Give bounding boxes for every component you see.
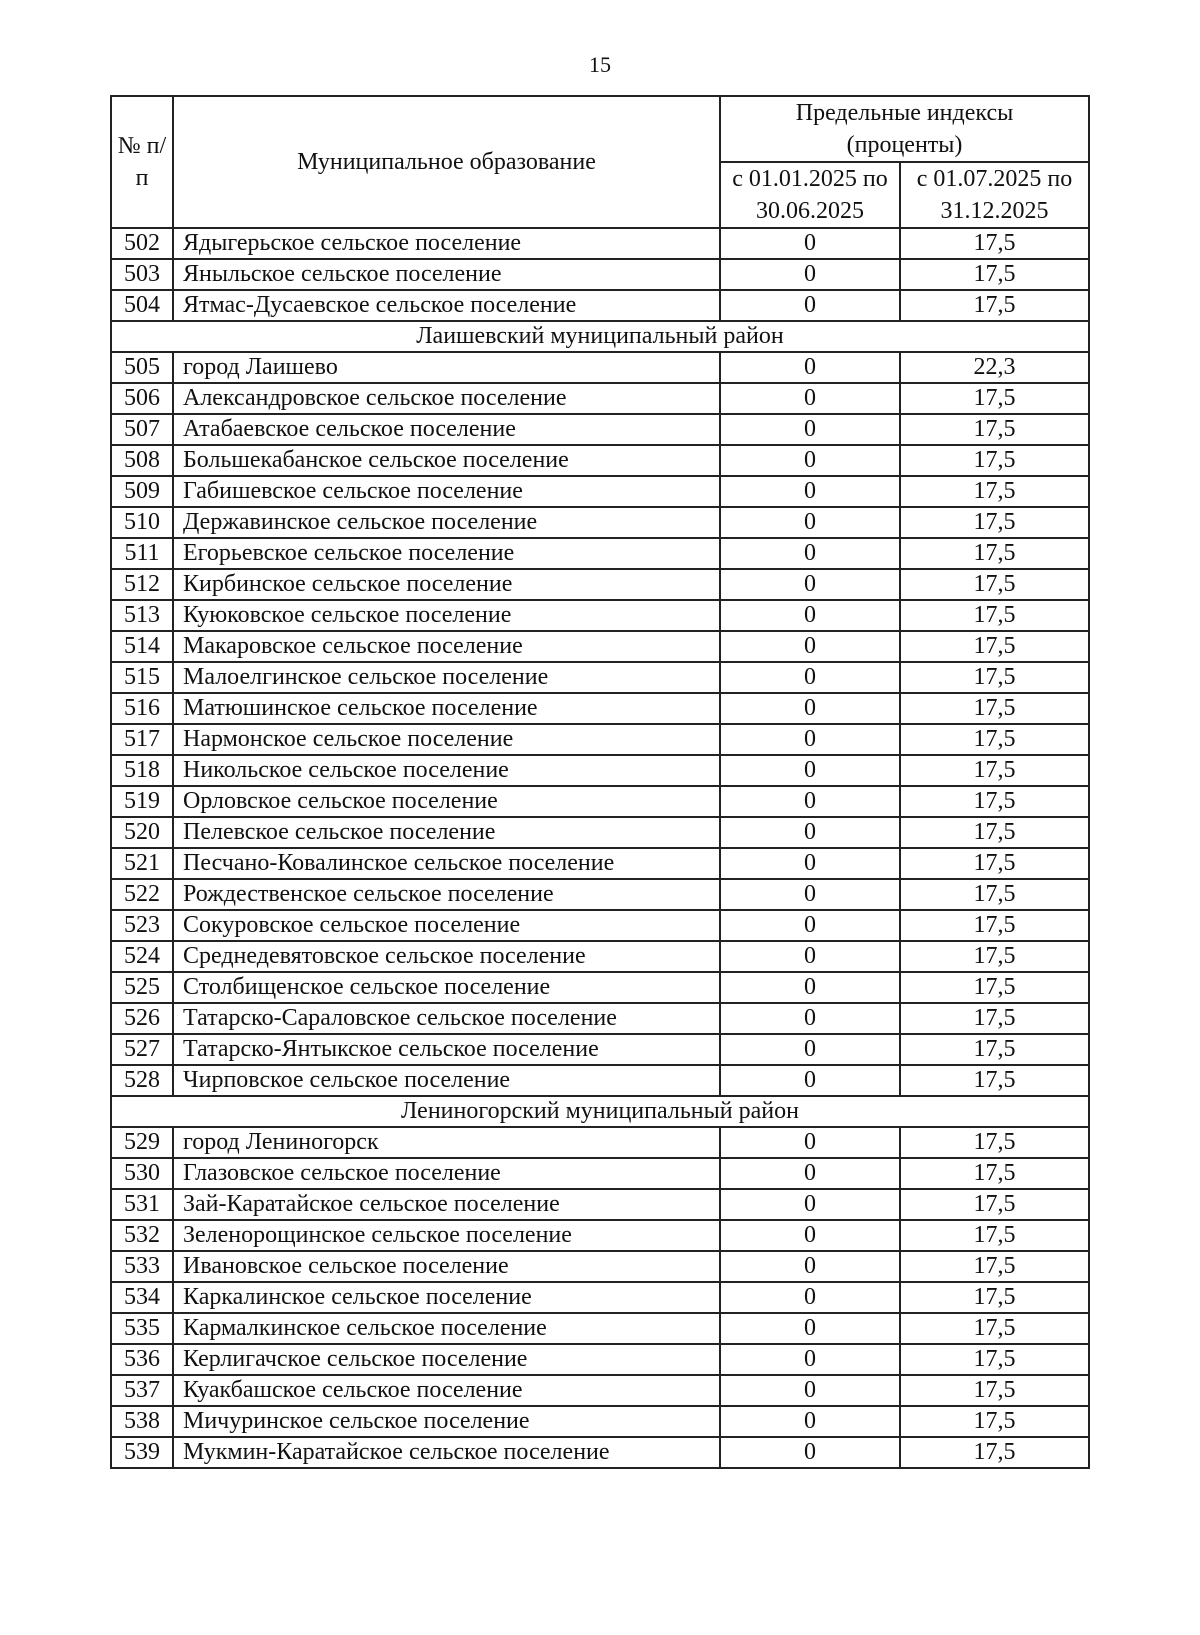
table-row — [111, 600, 1089, 631]
row-number: 526 — [111, 1003, 173, 1034]
row-name: Державинское сельское поселение — [173, 507, 720, 538]
header-group: Предельные индексы (проценты) — [720, 96, 1089, 162]
row-index-period-1: 0 — [720, 1313, 900, 1344]
table-row — [111, 848, 1089, 879]
row-number: 525 — [111, 972, 173, 1003]
table-row — [111, 228, 1089, 259]
district-row — [111, 1096, 1089, 1127]
row-index-period-2: 17,5 — [900, 1251, 1089, 1282]
row-index-period-2: 17,5 — [900, 1406, 1089, 1437]
row-name: Столбищенское сельское поселение — [173, 972, 720, 1003]
row-number: 520 — [111, 817, 173, 848]
table-row — [111, 1003, 1089, 1034]
row-index-period-2: 17,5 — [900, 445, 1089, 476]
table-row — [111, 1251, 1089, 1282]
table-row — [111, 1065, 1089, 1096]
table-row — [111, 259, 1089, 290]
row-index-period-1: 0 — [720, 1220, 900, 1251]
row-index-period-2: 17,5 — [900, 817, 1089, 848]
row-name: Нармонское сельское поселение — [173, 724, 720, 755]
row-name: Макаровское сельское поселение — [173, 631, 720, 662]
row-name: Егорьевское сельское поселение — [173, 538, 720, 569]
row-name: Мичуринское сельское поселение — [173, 1406, 720, 1437]
row-index-period-1: 0 — [720, 910, 900, 941]
row-name: город Лениногорск — [173, 1127, 720, 1158]
row-index-period-2: 17,5 — [900, 631, 1089, 662]
row-index-period-1: 0 — [720, 879, 900, 910]
row-name: Глазовское сельское поселение — [173, 1158, 720, 1189]
row-index-period-2: 17,5 — [900, 1127, 1089, 1158]
table-row — [111, 1034, 1089, 1065]
row-index-period-1: 0 — [720, 1406, 900, 1437]
table-row — [111, 693, 1089, 724]
table-row — [111, 786, 1089, 817]
table-row — [111, 910, 1089, 941]
row-index-period-1: 0 — [720, 1437, 900, 1468]
row-index-period-1: 0 — [720, 259, 900, 290]
table-row — [111, 507, 1089, 538]
table-row — [111, 352, 1089, 383]
row-index-period-2: 17,5 — [900, 1065, 1089, 1096]
row-name: Каркалинское сельское поселение — [173, 1282, 720, 1313]
table-row — [111, 631, 1089, 662]
row-number: 533 — [111, 1251, 173, 1282]
row-number: 535 — [111, 1313, 173, 1344]
row-name: Кирбинское сельское поселение — [173, 569, 720, 600]
row-index-period-1: 0 — [720, 1282, 900, 1313]
table-row — [111, 1127, 1089, 1158]
table-row — [111, 1282, 1089, 1313]
row-number: 502 — [111, 228, 173, 259]
row-index-period-2: 17,5 — [900, 724, 1089, 755]
table-row — [111, 1313, 1089, 1344]
row-name: Атабаевское сельское поселение — [173, 414, 720, 445]
row-index-period-1: 0 — [720, 1003, 900, 1034]
page-number: 15 — [589, 52, 611, 77]
row-number: 529 — [111, 1127, 173, 1158]
row-name: Зай-Каратайское сельское поселение — [173, 1189, 720, 1220]
table-row — [111, 383, 1089, 414]
row-index-period-2: 17,5 — [900, 879, 1089, 910]
row-name: Сокуровское сельское поселение — [173, 910, 720, 941]
row-name: Ядыгерьское сельское поселение — [173, 228, 720, 259]
row-index-period-1: 0 — [720, 848, 900, 879]
row-name: Куакбашское сельское поселение — [173, 1375, 720, 1406]
row-index-period-2: 17,5 — [900, 538, 1089, 569]
row-index-period-1: 0 — [720, 1034, 900, 1065]
row-number: 506 — [111, 383, 173, 414]
table-row — [111, 569, 1089, 600]
row-number: 524 — [111, 941, 173, 972]
row-name: Малоелгинское сельское поселение — [173, 662, 720, 693]
row-index-period-1: 0 — [720, 290, 900, 321]
row-index-period-2: 17,5 — [900, 259, 1089, 290]
table-row — [111, 1158, 1089, 1189]
row-number: 504 — [111, 290, 173, 321]
row-number: 527 — [111, 1034, 173, 1065]
district-row — [111, 321, 1089, 352]
row-index-period-2: 17,5 — [900, 290, 1089, 321]
row-number: 523 — [111, 910, 173, 941]
table-row — [111, 879, 1089, 910]
row-index-period-1: 0 — [720, 569, 900, 600]
table-row — [111, 1344, 1089, 1375]
row-index-period-2: 17,5 — [900, 972, 1089, 1003]
table-row — [111, 724, 1089, 755]
row-index-period-2: 17,5 — [900, 1003, 1089, 1034]
row-index-period-1: 0 — [720, 1344, 900, 1375]
table-header — [111, 96, 1089, 228]
row-name: Кармалкинское сельское поселение — [173, 1313, 720, 1344]
row-index-period-2: 17,5 — [900, 1189, 1089, 1220]
row-number: 503 — [111, 259, 173, 290]
row-name: город Лаишево — [173, 352, 720, 383]
row-number: 537 — [111, 1375, 173, 1406]
row-number: 513 — [111, 600, 173, 631]
row-number: 517 — [111, 724, 173, 755]
row-index-period-2: 17,5 — [900, 1375, 1089, 1406]
row-index-period-1: 0 — [720, 1065, 900, 1096]
header-period-2: с 01.07.2025 по 31.12.2025 — [900, 162, 1089, 228]
row-name: Среднедевятовское сельское поселение — [173, 941, 720, 972]
row-name: Керлигачское сельское поселение — [173, 1344, 720, 1375]
row-number: 536 — [111, 1344, 173, 1375]
row-number: 510 — [111, 507, 173, 538]
row-index-period-2: 17,5 — [900, 1344, 1089, 1375]
row-name: Татарско-Сараловское сельское поселение — [173, 1003, 720, 1034]
row-index-period-1: 0 — [720, 817, 900, 848]
row-number: 507 — [111, 414, 173, 445]
row-index-period-2: 17,5 — [900, 693, 1089, 724]
row-index-period-1: 0 — [720, 1189, 900, 1220]
row-index-period-1: 0 — [720, 662, 900, 693]
row-number: 512 — [111, 569, 173, 600]
district-name: Лаишевский муниципальный район — [111, 321, 1089, 352]
table-body — [111, 228, 1089, 1468]
table-row — [111, 476, 1089, 507]
table-row — [111, 1220, 1089, 1251]
row-index-period-1: 0 — [720, 600, 900, 631]
row-name: Татарско-Янтыкское сельское поселение — [173, 1034, 720, 1065]
table-row — [111, 662, 1089, 693]
row-number: 538 — [111, 1406, 173, 1437]
row-name: Песчано-Ковалинское сельское поселение — [173, 848, 720, 879]
row-index-period-1: 0 — [720, 755, 900, 786]
table-row — [111, 1437, 1089, 1468]
table-row — [111, 817, 1089, 848]
row-name: Александровское сельское поселение — [173, 383, 720, 414]
row-name: Ятмас-Дусаевское сельское поселение — [173, 290, 720, 321]
district-name: Лениногорский муниципальный район — [111, 1096, 1089, 1127]
row-index-period-1: 0 — [720, 972, 900, 1003]
row-number: 505 — [111, 352, 173, 383]
row-index-period-2: 17,5 — [900, 228, 1089, 259]
table-row — [111, 1406, 1089, 1437]
row-index-period-1: 0 — [720, 786, 900, 817]
row-index-period-1: 0 — [720, 631, 900, 662]
row-index-period-2: 17,5 — [900, 1220, 1089, 1251]
row-index-period-2: 17,5 — [900, 1437, 1089, 1468]
row-name: Мукмин-Каратайское сельское поселение — [173, 1437, 720, 1468]
row-name: Куюковское сельское поселение — [173, 600, 720, 631]
row-index-period-2: 17,5 — [900, 1282, 1089, 1313]
row-name: Чирповское сельское поселение — [173, 1065, 720, 1096]
row-number: 515 — [111, 662, 173, 693]
row-name: Большекабанское сельское поселение — [173, 445, 720, 476]
row-index-period-1: 0 — [720, 507, 900, 538]
row-index-period-2: 17,5 — [900, 414, 1089, 445]
row-number: 528 — [111, 1065, 173, 1096]
row-name: Никольское сельское поселение — [173, 755, 720, 786]
row-index-period-2: 17,5 — [900, 848, 1089, 879]
row-number: 539 — [111, 1437, 173, 1468]
row-name: Габишевское сельское поселение — [173, 476, 720, 507]
row-index-period-1: 0 — [720, 383, 900, 414]
row-name: Яныльское сельское поселение — [173, 259, 720, 290]
row-index-period-1: 0 — [720, 445, 900, 476]
row-index-period-2: 17,5 — [900, 383, 1089, 414]
table-row — [111, 1189, 1089, 1220]
indices-table — [110, 95, 1090, 1469]
row-index-period-1: 0 — [720, 352, 900, 383]
table-row — [111, 414, 1089, 445]
table-row — [111, 1375, 1089, 1406]
row-index-period-2: 17,5 — [900, 1034, 1089, 1065]
row-index-period-1: 0 — [720, 1127, 900, 1158]
row-number: 521 — [111, 848, 173, 879]
row-index-period-1: 0 — [720, 1375, 900, 1406]
header-period-1: с 01.01.2025 по 30.06.2025 — [720, 162, 900, 228]
table-row — [111, 972, 1089, 1003]
table-row — [111, 755, 1089, 786]
row-index-period-2: 17,5 — [900, 1158, 1089, 1189]
row-number: 532 — [111, 1220, 173, 1251]
row-name: Пелевское сельское поселение — [173, 817, 720, 848]
row-index-period-2: 17,5 — [900, 569, 1089, 600]
table-row — [111, 290, 1089, 321]
row-number: 522 — [111, 879, 173, 910]
row-index-period-1: 0 — [720, 476, 900, 507]
row-index-period-1: 0 — [720, 724, 900, 755]
row-number: 519 — [111, 786, 173, 817]
row-number: 531 — [111, 1189, 173, 1220]
row-index-period-2: 17,5 — [900, 476, 1089, 507]
row-number: 511 — [111, 538, 173, 569]
row-index-period-2: 17,5 — [900, 941, 1089, 972]
row-index-period-2: 17,5 — [900, 662, 1089, 693]
table-row — [111, 445, 1089, 476]
row-name: Рождественское сельское поселение — [173, 879, 720, 910]
row-index-period-1: 0 — [720, 228, 900, 259]
table-row — [111, 538, 1089, 569]
row-index-period-2: 22,3 — [900, 352, 1089, 383]
row-name: Матюшинское сельское поселение — [173, 693, 720, 724]
row-number: 534 — [111, 1282, 173, 1313]
header-num: № п/п — [111, 96, 173, 228]
row-index-period-1: 0 — [720, 414, 900, 445]
row-name: Ивановское сельское поселение — [173, 1251, 720, 1282]
row-index-period-1: 0 — [720, 538, 900, 569]
row-number: 514 — [111, 631, 173, 662]
header-name: Муниципальное образование — [173, 96, 720, 228]
row-index-period-1: 0 — [720, 693, 900, 724]
row-index-period-1: 0 — [720, 1158, 900, 1189]
row-index-period-2: 17,5 — [900, 507, 1089, 538]
row-index-period-1: 0 — [720, 1251, 900, 1282]
row-index-period-2: 17,5 — [900, 755, 1089, 786]
row-number: 508 — [111, 445, 173, 476]
row-index-period-2: 17,5 — [900, 786, 1089, 817]
row-index-period-1: 0 — [720, 941, 900, 972]
row-number: 516 — [111, 693, 173, 724]
row-number: 518 — [111, 755, 173, 786]
row-index-period-2: 17,5 — [900, 1313, 1089, 1344]
row-index-period-2: 17,5 — [900, 600, 1089, 631]
row-number: 509 — [111, 476, 173, 507]
row-number: 530 — [111, 1158, 173, 1189]
row-name: Орловское сельское поселение — [173, 786, 720, 817]
row-index-period-2: 17,5 — [900, 910, 1089, 941]
row-name: Зеленорощинское сельское поселение — [173, 1220, 720, 1251]
table-row — [111, 941, 1089, 972]
